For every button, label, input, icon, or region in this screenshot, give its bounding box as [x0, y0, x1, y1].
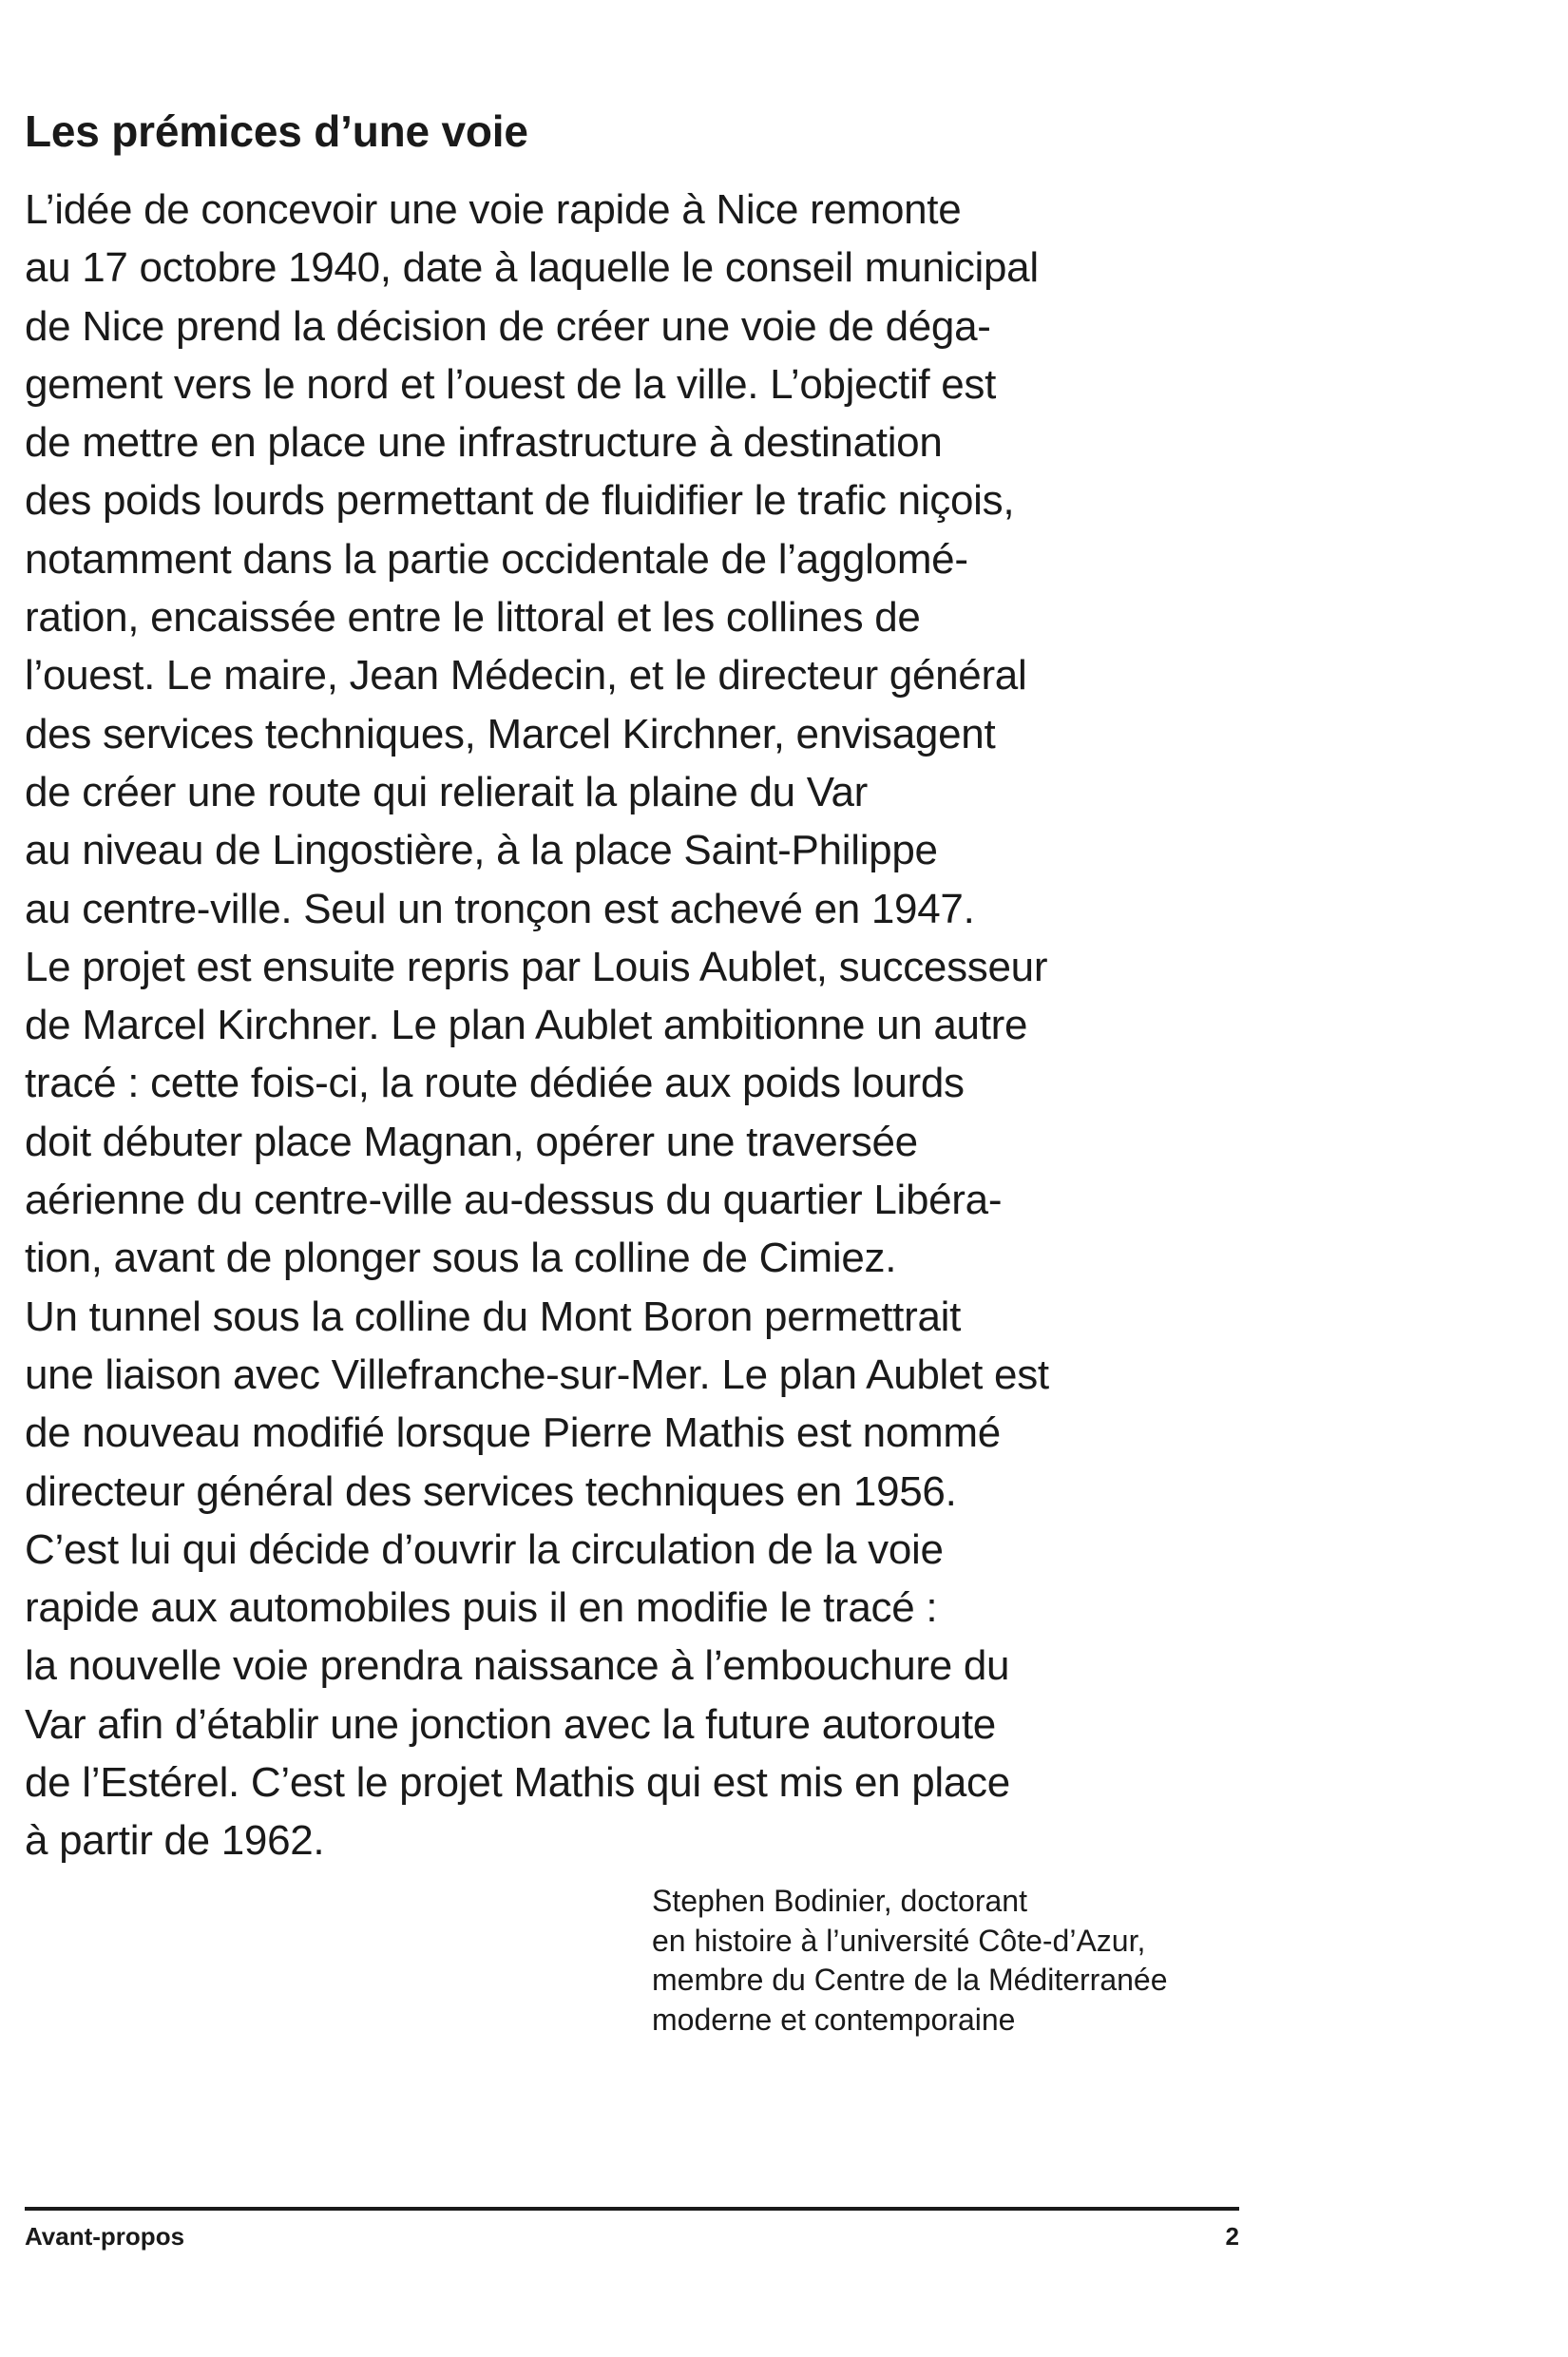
- body-line: la nouvelle voie prendra naissance à l’embouchure du: [25, 1642, 1010, 1690]
- page-title: Les prémices d’une voie: [25, 106, 528, 156]
- body-line: des services techniques, Marcel Kirchner, envisagent: [25, 710, 996, 757]
- body-line: tion, avant de plonger sous la colline de Cimiez.: [25, 1235, 897, 1282]
- body-line: à partir de 1962.: [25, 1817, 325, 1865]
- body-line: au niveau de Lingostière, à la place Saint-Philippe: [25, 827, 938, 874]
- body-line: de nouveau modifié lorsque Pierre Mathis est nommé: [25, 1409, 1001, 1457]
- body-line: doit débuter place Magnan, opérer une traversée: [25, 1118, 918, 1165]
- body-line: au centre-ville. Seul un tronçon est achevé en 1947.: [25, 885, 975, 932]
- body-line: ration, encaissée entre le littoral et les collines de: [25, 594, 921, 642]
- signature-line: membre du Centre de la Méditerranée: [652, 1963, 1168, 1997]
- body-line: rapide aux automobiles puis il en modifie le tracé :: [25, 1584, 938, 1632]
- body-line: Un tunnel sous la colline du Mont Boron permettrait: [25, 1293, 962, 1340]
- footer-section-title: Avant-propos: [25, 2222, 185, 2251]
- signature-line: moderne et contemporaine: [652, 2002, 1016, 2037]
- body-line: de créer une route qui relierait la plaine du Var: [25, 768, 869, 815]
- signature-line: en histoire à l’université Côte-d’Azur,: [652, 1923, 1146, 1958]
- body-line: aérienne du centre-ville au-dessus du quartier Libéra-: [25, 1177, 1003, 1224]
- body-line: gement vers le nord et l’ouest de la ville. L’objectif est: [25, 360, 997, 408]
- body-line: de Marcel Kirchner. Le plan Aublet ambitionne un autre: [25, 1002, 1028, 1049]
- body-line: de Nice prend la décision de créer une voie de déga-: [25, 302, 991, 350]
- body-line: notamment dans la partie occidentale de l’agglomé-: [25, 535, 968, 583]
- body-line: l’ouest. Le maire, Jean Médecin, et le directeur général: [25, 652, 1027, 699]
- body-line: L’idée de concevoir une voie rapide à Nice remonte: [25, 186, 962, 233]
- body-line: des poids lourds permettant de fluidifier le trafic niçois,: [25, 477, 1015, 525]
- body-line: Var afin d’établir une jonction avec la future autoroute: [25, 1700, 996, 1748]
- footer-divider: [25, 2207, 1239, 2211]
- body-line: au 17 octobre 1940, date à laquelle le conseil municipal: [25, 244, 1039, 292]
- body-line: C’est lui qui décide d’ouvrir la circulation de la voie: [25, 1525, 944, 1573]
- body-line: tracé : cette fois-ci, la route dédiée aux poids lourds: [25, 1060, 965, 1107]
- page-number: 2: [1225, 2222, 1239, 2251]
- body-line: directeur général des services techniques en 1956.: [25, 1467, 957, 1515]
- body-line: de mettre en place une infrastructure à destination: [25, 419, 943, 467]
- body-line: Le projet est ensuite repris par Louis Aublet, successeur: [25, 943, 1048, 990]
- signature-line: Stephen Bodinier, doctorant: [652, 1884, 1027, 1918]
- article-body: [25, 181, 1289, 1870]
- body-line: de l’Estérel. C’est le projet Mathis qui est mis en place: [25, 1759, 1010, 1807]
- body-line: une liaison avec Villefranche-sur-Mer. Le plan Aublet est: [25, 1351, 1049, 1398]
- author-signature: [652, 1882, 1168, 2040]
